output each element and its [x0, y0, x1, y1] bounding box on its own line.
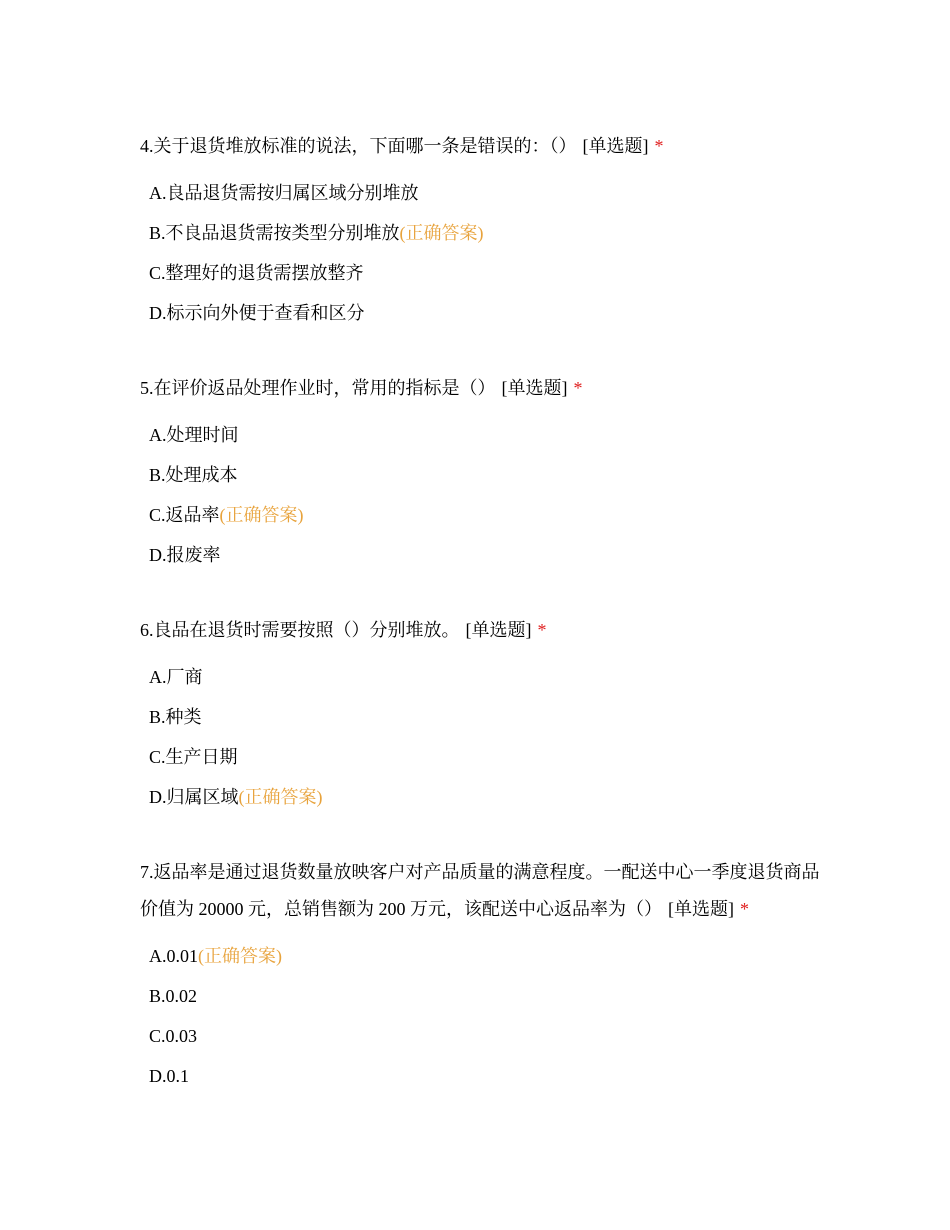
option-a[interactable]: [149, 936, 820, 976]
correct-answer-mark: (正确答案): [399, 223, 484, 243]
option-text: A.处理时间: [149, 425, 239, 445]
option-text: C.0.03: [149, 1026, 198, 1046]
correct-answer-mark: (正确答案): [219, 505, 304, 525]
question-text: 7.返品率是通过退货数量放映客户对产品质量的满意程度。一配送中心一季度退货商品价值为 20000 元，总销售额为 200 万元，该配送中心返品率为（）: [140, 862, 820, 919]
option-d[interactable]: [149, 293, 820, 333]
option-text: A.0.01: [149, 946, 198, 966]
question-6: [140, 612, 820, 817]
option-a[interactable]: [149, 657, 820, 697]
option-list: [140, 173, 820, 333]
option-b[interactable]: [149, 976, 820, 1016]
option-list: [140, 415, 820, 575]
question-type-tag: [单选题]: [582, 136, 649, 156]
option-text: D.报废率: [149, 545, 221, 565]
question-type-tag: [单选题]: [668, 899, 734, 919]
question-text: 5.在评价返品处理作业时，常用的指标是（）: [140, 378, 496, 398]
option-text: C.整理好的退货需摆放整齐: [149, 263, 364, 283]
required-mark: *: [740, 899, 749, 919]
question-title: [140, 370, 820, 407]
option-c[interactable]: [149, 495, 820, 535]
required-mark: *: [654, 136, 664, 156]
option-text: C.生产日期: [149, 747, 238, 767]
question-type-tag: [单选题]: [501, 378, 568, 398]
option-text: D.标示向外便于查看和区分: [149, 303, 365, 323]
question-text: 4.关于退货堆放标准的说法，下面哪一条是错误的：（）: [140, 136, 577, 156]
option-list: [140, 657, 820, 817]
option-text: D.归属区域: [149, 787, 239, 807]
question-title: [140, 854, 820, 928]
option-text: C.返品率: [149, 505, 220, 525]
option-text: B.种类: [149, 707, 202, 727]
option-c[interactable]: [149, 1016, 820, 1056]
option-c[interactable]: [149, 737, 820, 777]
question-title: [140, 128, 820, 165]
question-type-tag: [单选题]: [465, 620, 532, 640]
option-a[interactable]: [149, 173, 820, 213]
option-c[interactable]: [149, 253, 820, 293]
option-b[interactable]: [149, 697, 820, 737]
question-7: [140, 854, 820, 1096]
question-4: [140, 128, 820, 333]
option-b[interactable]: [149, 455, 820, 495]
correct-answer-mark: (正确答案): [198, 946, 282, 966]
option-d[interactable]: [149, 535, 820, 575]
option-b[interactable]: [149, 213, 820, 253]
question-title: [140, 612, 820, 649]
correct-answer-mark: (正确答案): [238, 787, 323, 807]
option-list: [140, 936, 820, 1096]
option-a[interactable]: [149, 415, 820, 455]
required-mark: *: [573, 378, 583, 398]
option-d[interactable]: [149, 1056, 820, 1096]
required-mark: *: [537, 620, 547, 640]
option-text: B.处理成本: [149, 465, 238, 485]
option-text: D.0.1: [149, 1066, 189, 1086]
option-text: B.0.02: [149, 986, 198, 1006]
option-text: B.不良品退货需按类型分别堆放: [149, 223, 400, 243]
question-5: [140, 370, 820, 575]
option-d[interactable]: [149, 777, 820, 817]
option-text: A.良品退货需按归属区域分别堆放: [149, 183, 419, 203]
option-text: A.厂商: [149, 667, 203, 687]
question-text: 6.良品在退货时需要按照（）分别堆放。: [140, 620, 460, 640]
